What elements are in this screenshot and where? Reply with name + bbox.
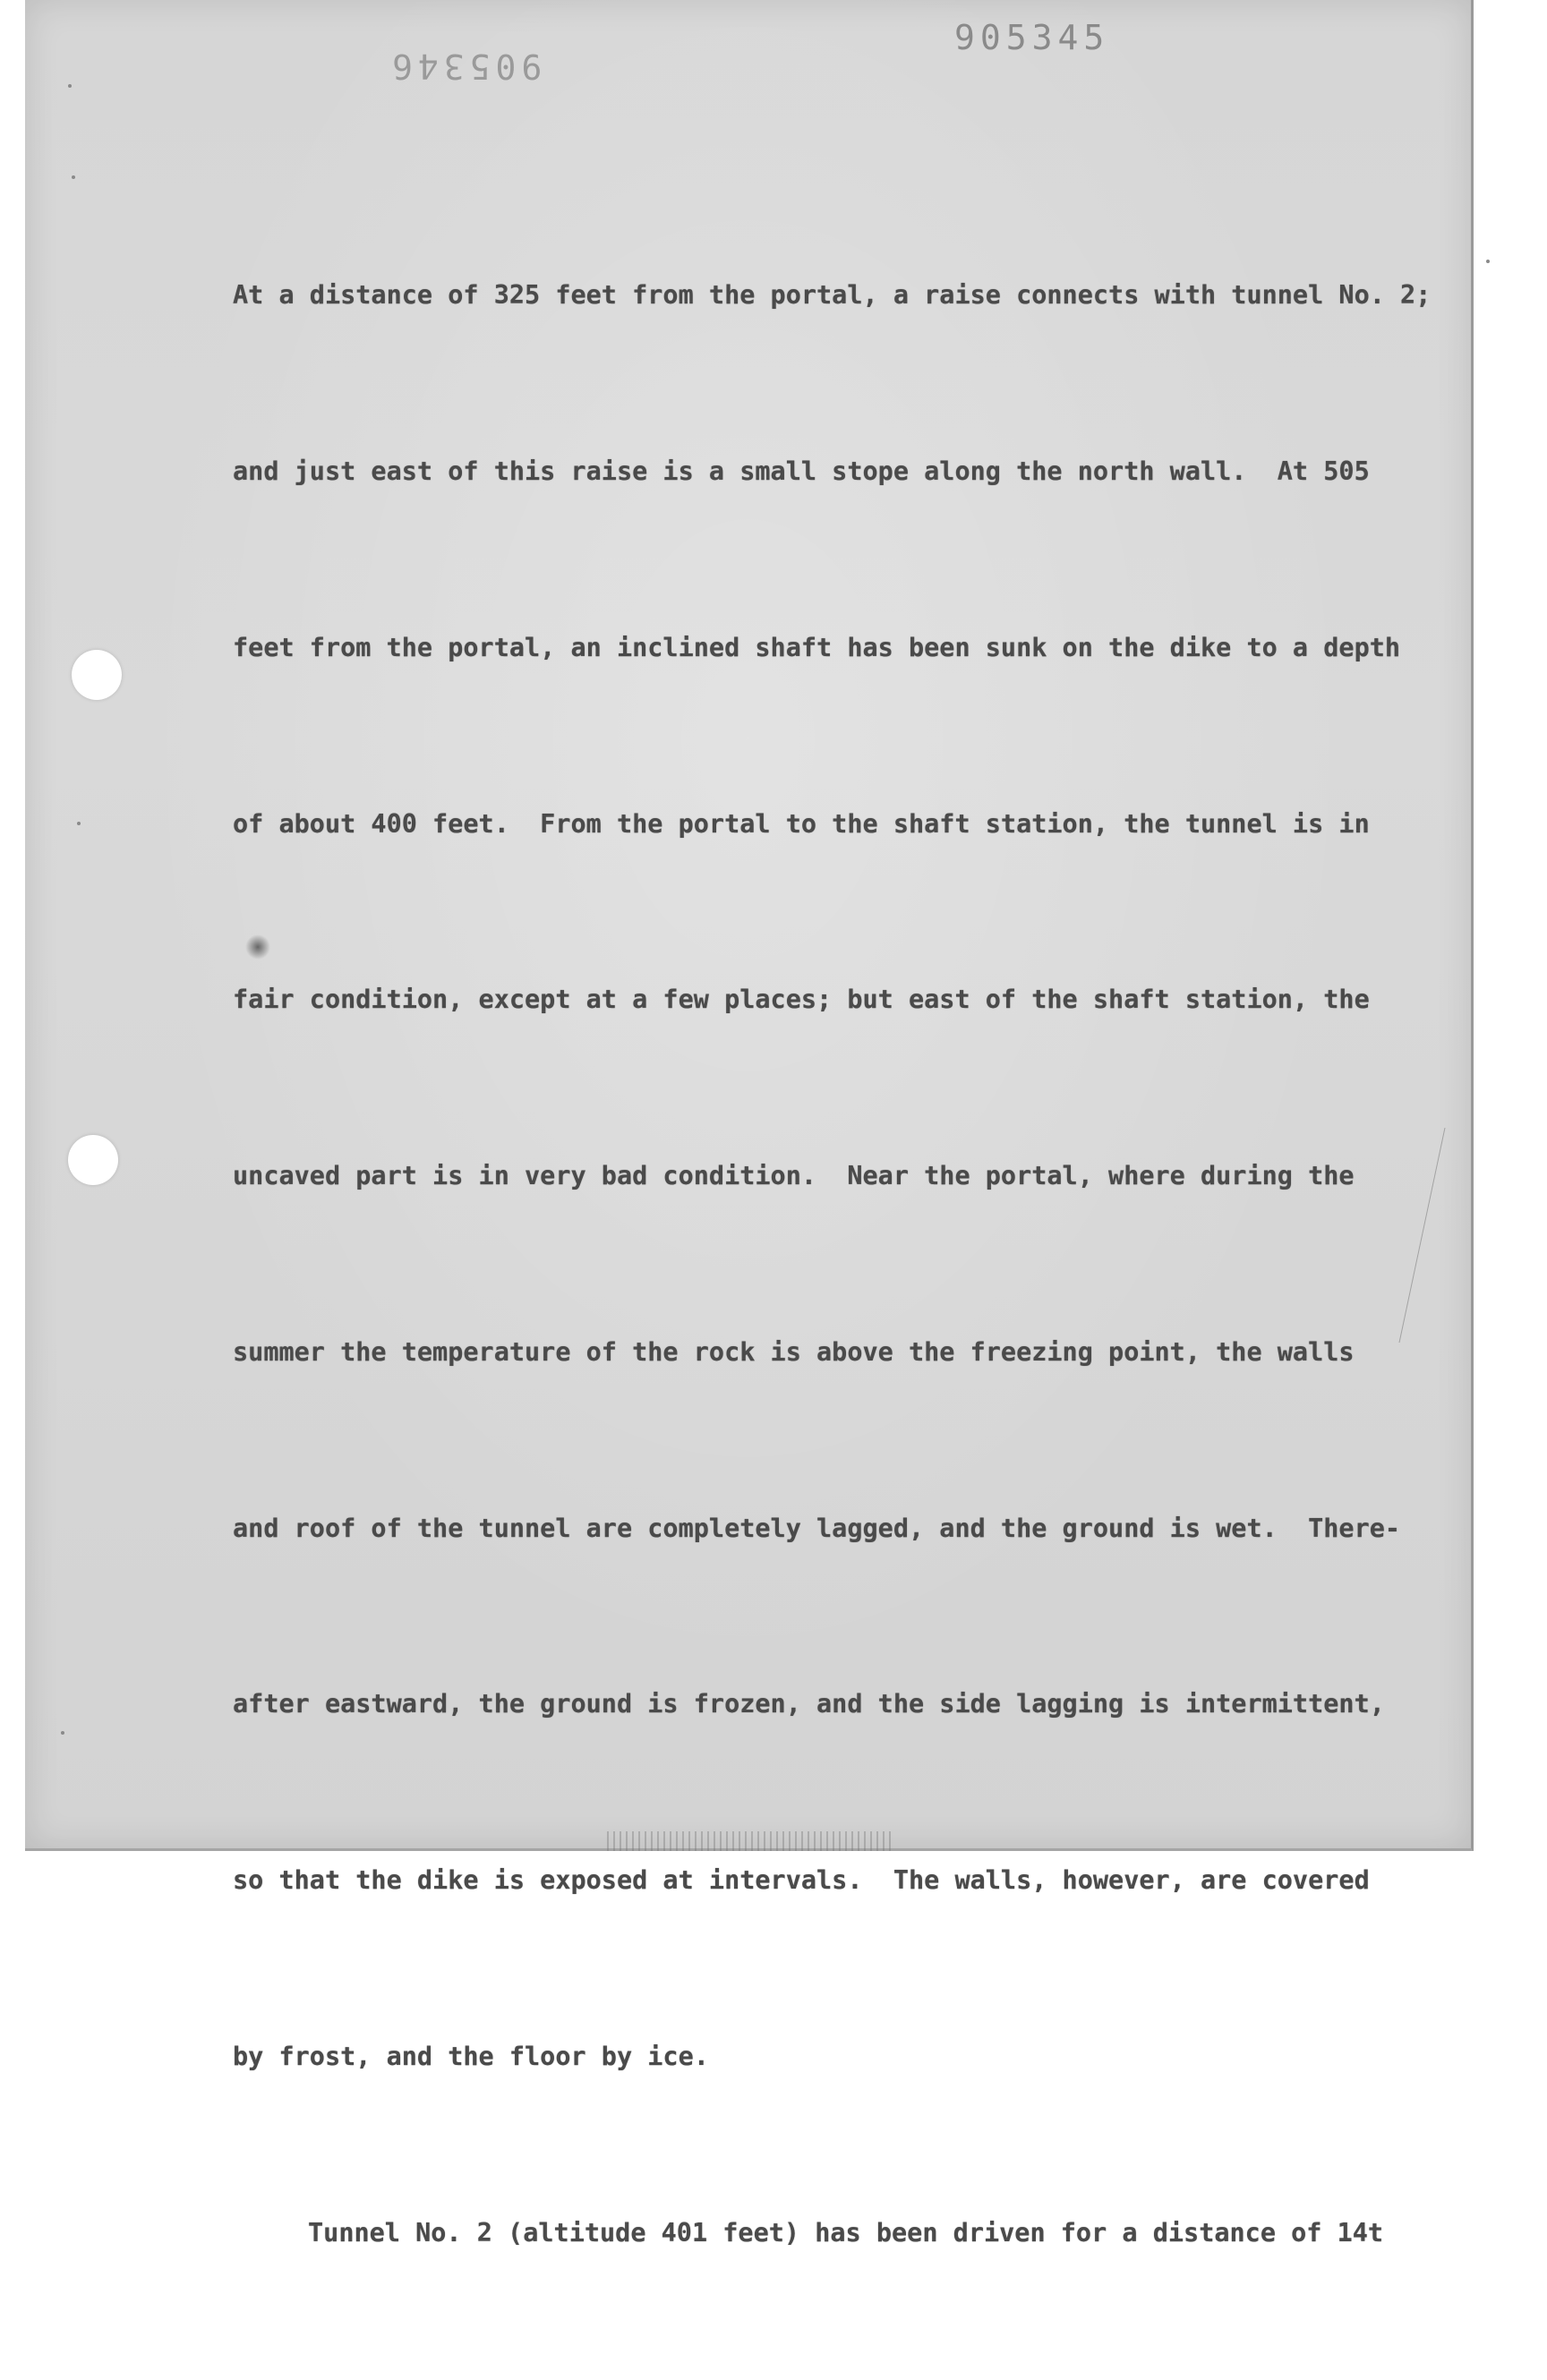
text-line: feet from the portal, an inclined shaft has been sunk on the dike to a depth	[233, 632, 1401, 662]
text-line: by frost, and the floor by ice.	[233, 2042, 709, 2071]
text-line: and just east of this raise is a small stope along the north wall. At 505	[233, 456, 1370, 486]
text-line: fair condition, except at a few places; but east of the shaft station, the	[233, 985, 1370, 1015]
text-line-indented: Tunnel No. 2 (altitude 401 feet) has been driven for a distance of 14t	[308, 2217, 1384, 2248]
text-line: At a distance of 325 feet from the portal, a raise connects with tunnel No. 2;	[233, 280, 1432, 311]
stamp-page-number: 905345	[954, 18, 1110, 57]
text-line: and roof of the tunnel are completely lagged, and the ground is wet. There-	[233, 1513, 1401, 1543]
text-line: so that the dike is exposed at intervals. The walls, however, are covered	[233, 1865, 1370, 1896]
stamp-number-mirrored: 905346	[387, 47, 543, 86]
punch-hole	[72, 650, 122, 700]
ink-smudge	[245, 934, 270, 960]
text-line: of about 400 feet. From the portal to the shaft station, the tunnel is in	[233, 808, 1370, 839]
dust-speck	[61, 1731, 64, 1735]
dust-speck	[1486, 260, 1490, 263]
dust-speck	[77, 822, 81, 825]
typed-text-body	[233, 149, 1432, 2380]
dust-speck	[72, 175, 75, 179]
paper-crease-mark	[1398, 1128, 1499, 1343]
text-line: after eastward, the ground is frozen, and the side lagging is intermittent,	[233, 1689, 1385, 1719]
text-line: summer the temperature of the rock is above the freezing point, the walls	[233, 1336, 1355, 1367]
dust-speck	[68, 84, 72, 88]
paper-sheet	[25, 0, 1474, 2248]
text-line: uncaved part is in very bad condition. Near the portal, where during the	[233, 1161, 1355, 1191]
punch-hole	[68, 1135, 118, 1185]
